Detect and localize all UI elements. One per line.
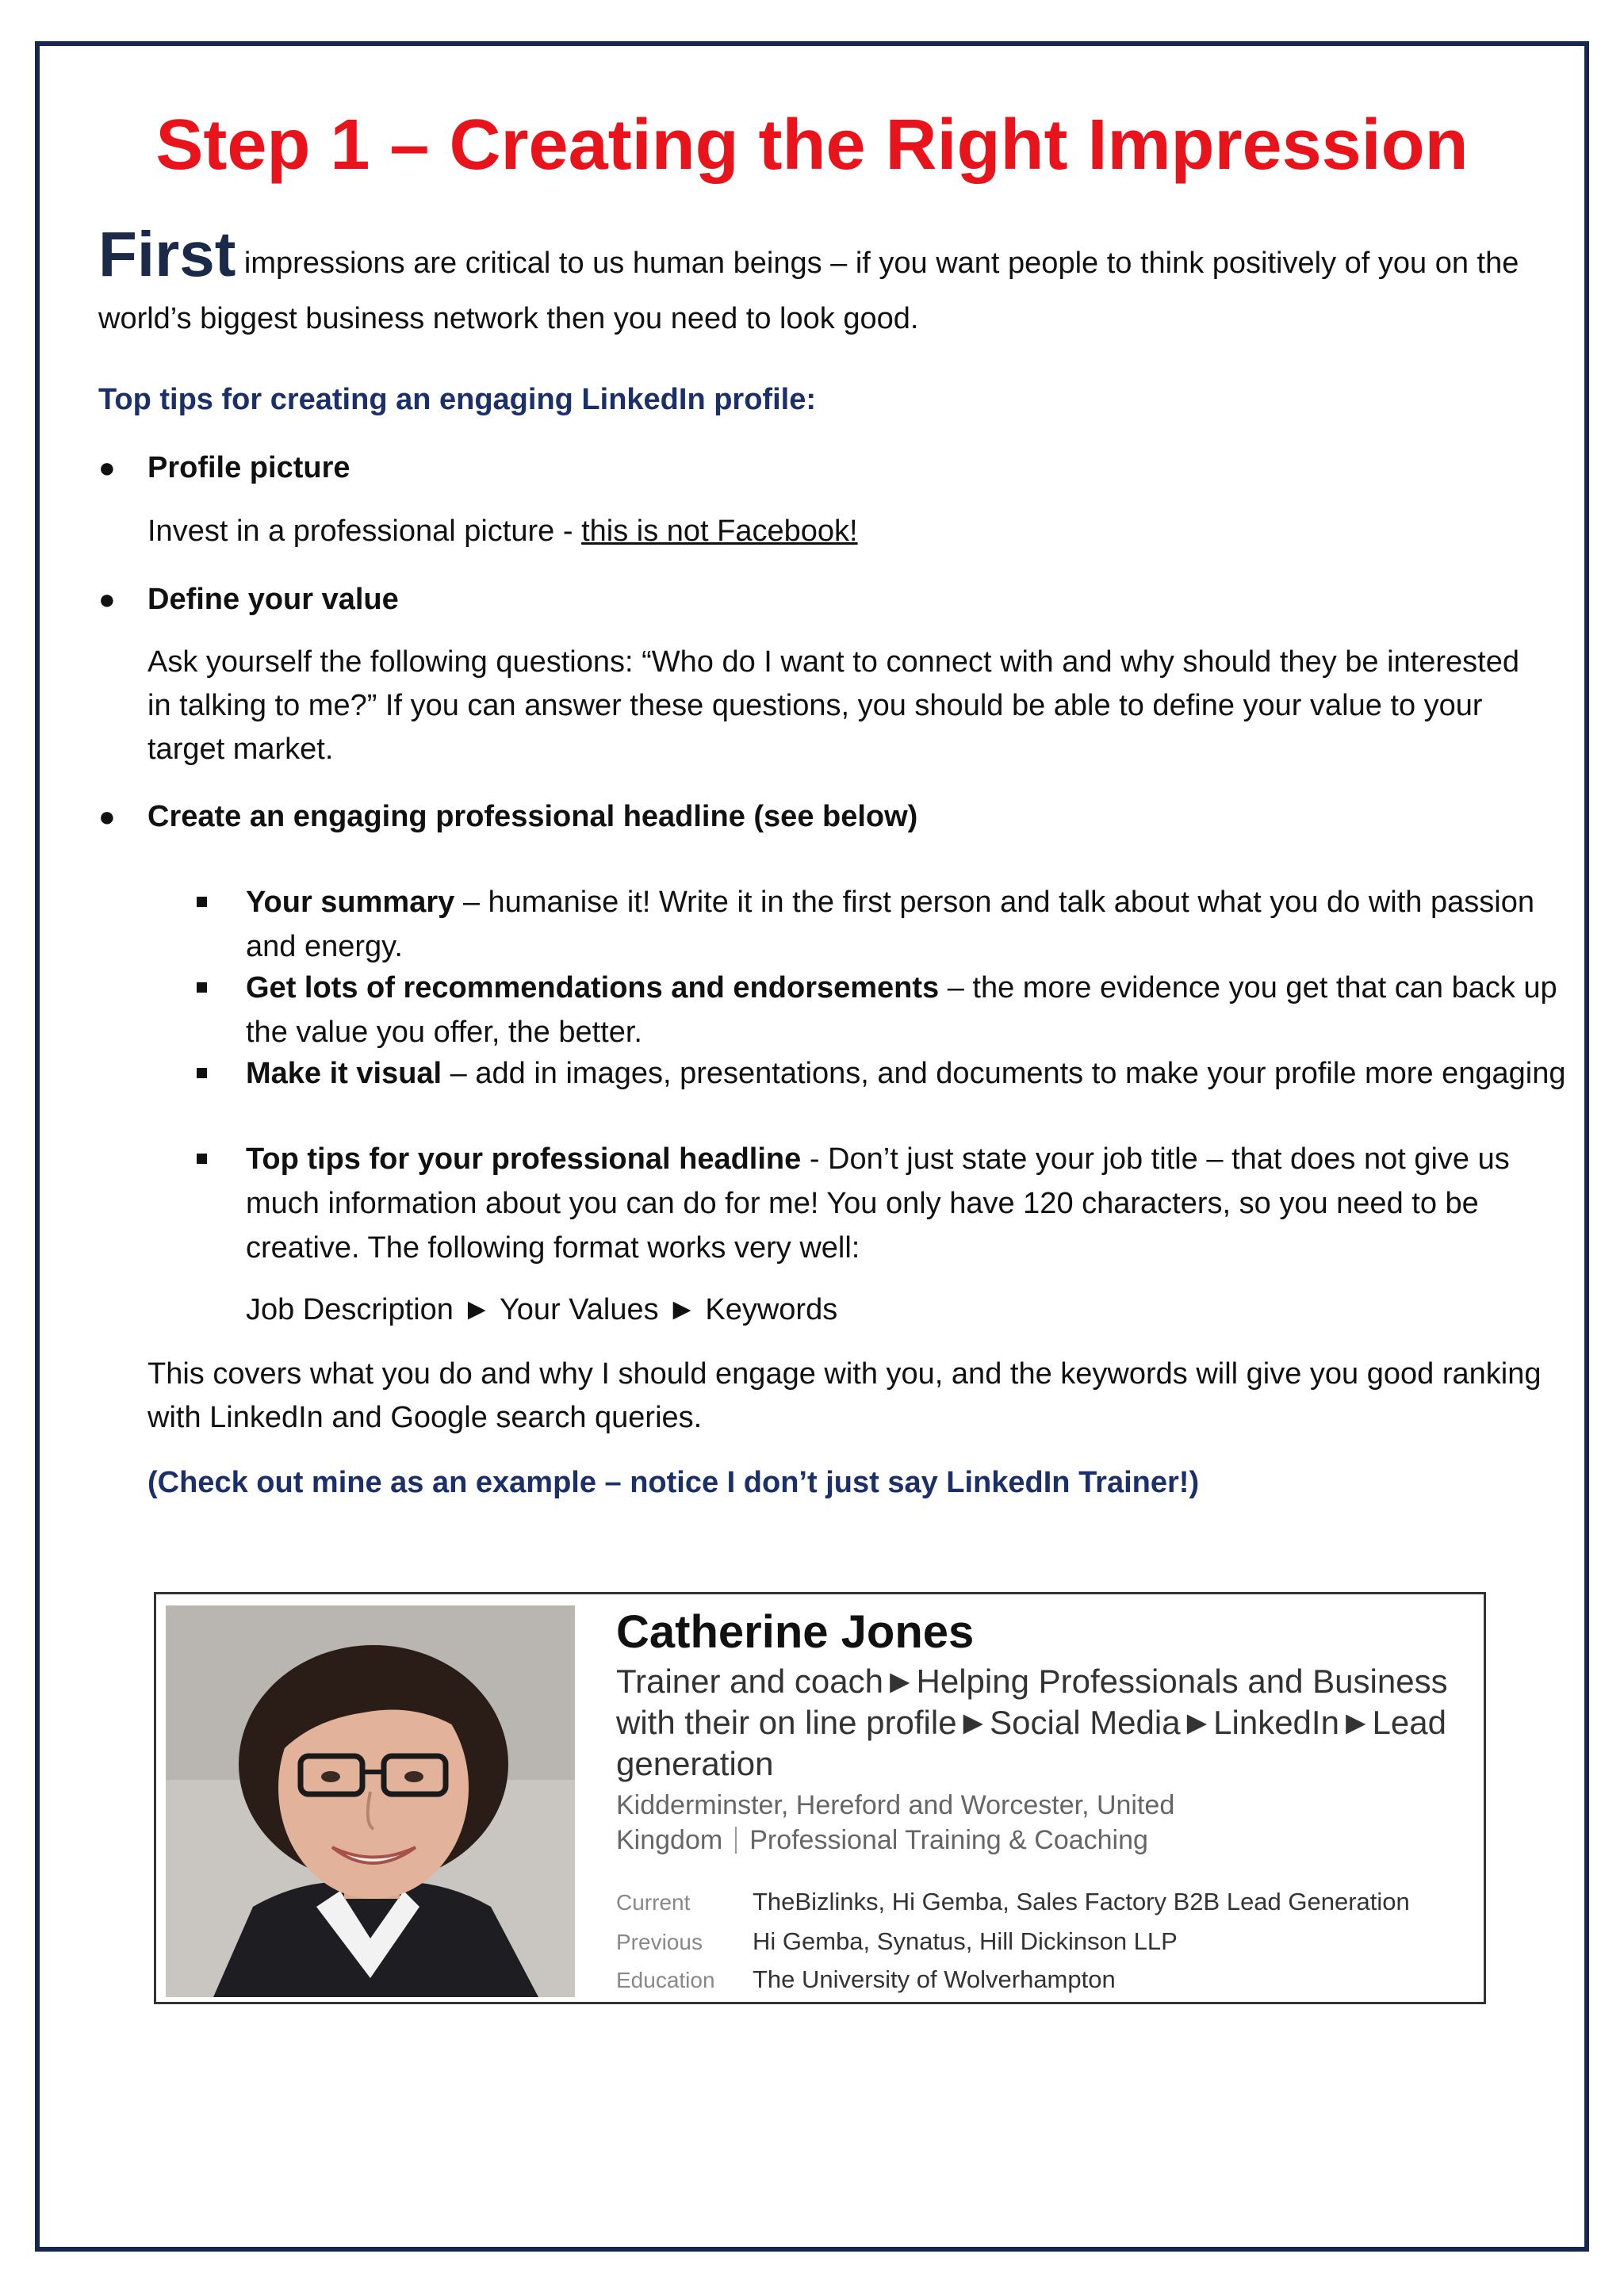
bullet-icon: ● [98, 583, 116, 615]
sub-item-text [246, 880, 1578, 969]
profile-row-previous [616, 1926, 1178, 1958]
profile-picture-text [147, 509, 1543, 553]
sub-item-text [246, 966, 1578, 1054]
profile-photo-illustration [166, 1605, 575, 1997]
sub-item-rest: – humanise it! Write it in the first person and talk about what you do with passion and energy. [246, 886, 1534, 963]
separator [735, 1827, 737, 1854]
sub-item-bold: Make it visual [246, 1057, 442, 1090]
sub-item-bold: Top tips for your professional headline [246, 1142, 802, 1176]
covers-text: This covers what you do and why I should engage with you, and the keywords will give you good ranking with LinkedIn and Google search queries. [147, 1357, 1542, 1434]
intro-big-word: First [98, 219, 236, 289]
bullet-icon: ● [98, 800, 116, 832]
sub-item-rest: – the more evidence you get that can back up the value you offer, the better. [246, 971, 1557, 1049]
profile-industry: Professional Training & Coaching [749, 1825, 1148, 1855]
page-title: Step 1 – Creating the Right Impression [155, 105, 1469, 185]
row-key: Current [616, 1890, 691, 1915]
profile-headline: Trainer and coach►Helping Professionals and Business with their on line profile►Social Media►LinkedIn►Lead generation [616, 1663, 1448, 1782]
sub-item-bold: Get lots of recommendations and endorsements [246, 971, 940, 1004]
sub-item-text [246, 1137, 1578, 1270]
sub-item-text [246, 1051, 1578, 1096]
sub-item-bold: Your summary [246, 886, 455, 919]
profile-row-education [616, 1964, 1116, 1996]
square-bullet-icon [197, 897, 207, 907]
bullet-label: Define your value [147, 583, 399, 616]
profile-location: Kidderminster, Hereford and Worcester, United Kingdom [616, 1790, 1175, 1855]
format-line: Job Description ► Your Values ► Keywords [246, 1293, 838, 1326]
example-note: (Check out mine as an example – notice I don’t just say LinkedIn Trainer!) [147, 1466, 1200, 1499]
intro-paragraph [98, 219, 1542, 346]
profile-picture-prefix: Invest in a professional picture - [147, 515, 582, 548]
sub-item-rest: – add in images, presentations, and documents to make your profile more engaging [442, 1057, 1566, 1090]
row-key: Education [616, 1968, 715, 1992]
profile-row-current [616, 1886, 1410, 1919]
intro-text: impressions are critical to us human beings – if you want people to think positively of you on the world’s biggest business network then you need to look good. [98, 247, 1519, 335]
facebook-note: this is not Facebook! [581, 515, 858, 548]
square-bullet-icon [197, 982, 207, 993]
tips-heading: Top tips for creating an engaging LinkedIn profile: [98, 383, 816, 416]
linkedin-profile-card [154, 1592, 1486, 2004]
define-value-text: Ask yourself the following questions: “Who do I want to connect with and why should they be interested in talking to me?” If you can answer these questions, you should be able to define your value to your target market. [147, 645, 1519, 766]
sub-item-rest: - Don’t just state your job title – that does not give us much information about you can do for me! You only have 120 characters, so you need to be creative. The following format works very well: [246, 1142, 1510, 1265]
bullet-label: Profile picture [147, 451, 350, 484]
bullet-label: Create an engaging professional headline (see below) [147, 800, 918, 833]
square-bullet-icon [197, 1068, 207, 1078]
square-bullet-icon [197, 1154, 207, 1164]
row-key: Previous [616, 1930, 703, 1954]
row-value: Hi Gemba, Synatus, Hill Dickinson LLP [753, 1927, 1178, 1955]
profile-name: Catherine Jones [616, 1606, 975, 1658]
profile-location-line [616, 1788, 1219, 1858]
row-value: TheBizlinks, Hi Gemba, Sales Factory B2B Lead Generation [753, 1888, 1410, 1915]
profile-photo [166, 1605, 575, 1997]
row-value: The University of Wolverhampton [753, 1965, 1116, 1993]
bullet-icon: ● [98, 451, 116, 484]
